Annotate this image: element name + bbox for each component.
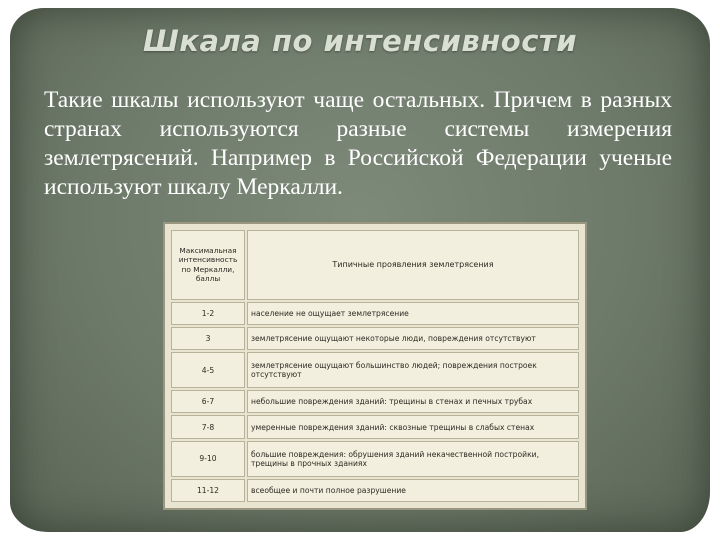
slide-title: Шкала по интенсивности [142, 24, 578, 58]
row-description: небольшие повреждения зданий: трещины в стенах и печных трубах [247, 390, 579, 413]
table-row [171, 302, 579, 325]
table-row [171, 327, 579, 350]
mercalli-table-image [163, 222, 587, 510]
table-row [171, 479, 579, 502]
header-description: Типичные проявления землетрясения [247, 230, 579, 300]
row-points: 7-8 [171, 415, 245, 438]
table-row [171, 441, 579, 477]
row-description: умеренные повреждения зданий: сквозные трещины в слабых стенах [247, 415, 579, 438]
row-description: землетрясение ощущают некоторые люди, повреждения отсутствуют [247, 327, 579, 350]
table-header-row [171, 230, 579, 300]
row-points: 3 [171, 327, 245, 350]
row-description: большие повреждения: обрушения зданий некачественной постройки, трещины в прочных зданиях [247, 441, 579, 477]
row-points: 1-2 [171, 302, 245, 325]
row-description: население не ощущает землетрясение [247, 302, 579, 325]
row-description: всеобщее и почти полное разрушение [247, 479, 579, 502]
intro-paragraph: Такие шкалы используют чаще остальных. Причем в разных странах используются разные системы измерения землетрясений. Например в Российской Федерации ученые используют шкалу Меркалли. [44, 87, 672, 200]
header-points: Максимальная интенсивность по Меркалли, баллы [171, 230, 245, 300]
mercalli-table [169, 228, 581, 504]
row-points: 6-7 [171, 390, 245, 413]
table-row [171, 415, 579, 438]
table-row [171, 390, 579, 413]
row-description: землетрясение ощущают большинство людей; повреждения построек отсутствуют [247, 352, 579, 388]
table-row [171, 352, 579, 388]
row-points: 11-12 [171, 479, 245, 502]
row-points: 9-10 [171, 441, 245, 477]
row-points: 4-5 [171, 352, 245, 388]
